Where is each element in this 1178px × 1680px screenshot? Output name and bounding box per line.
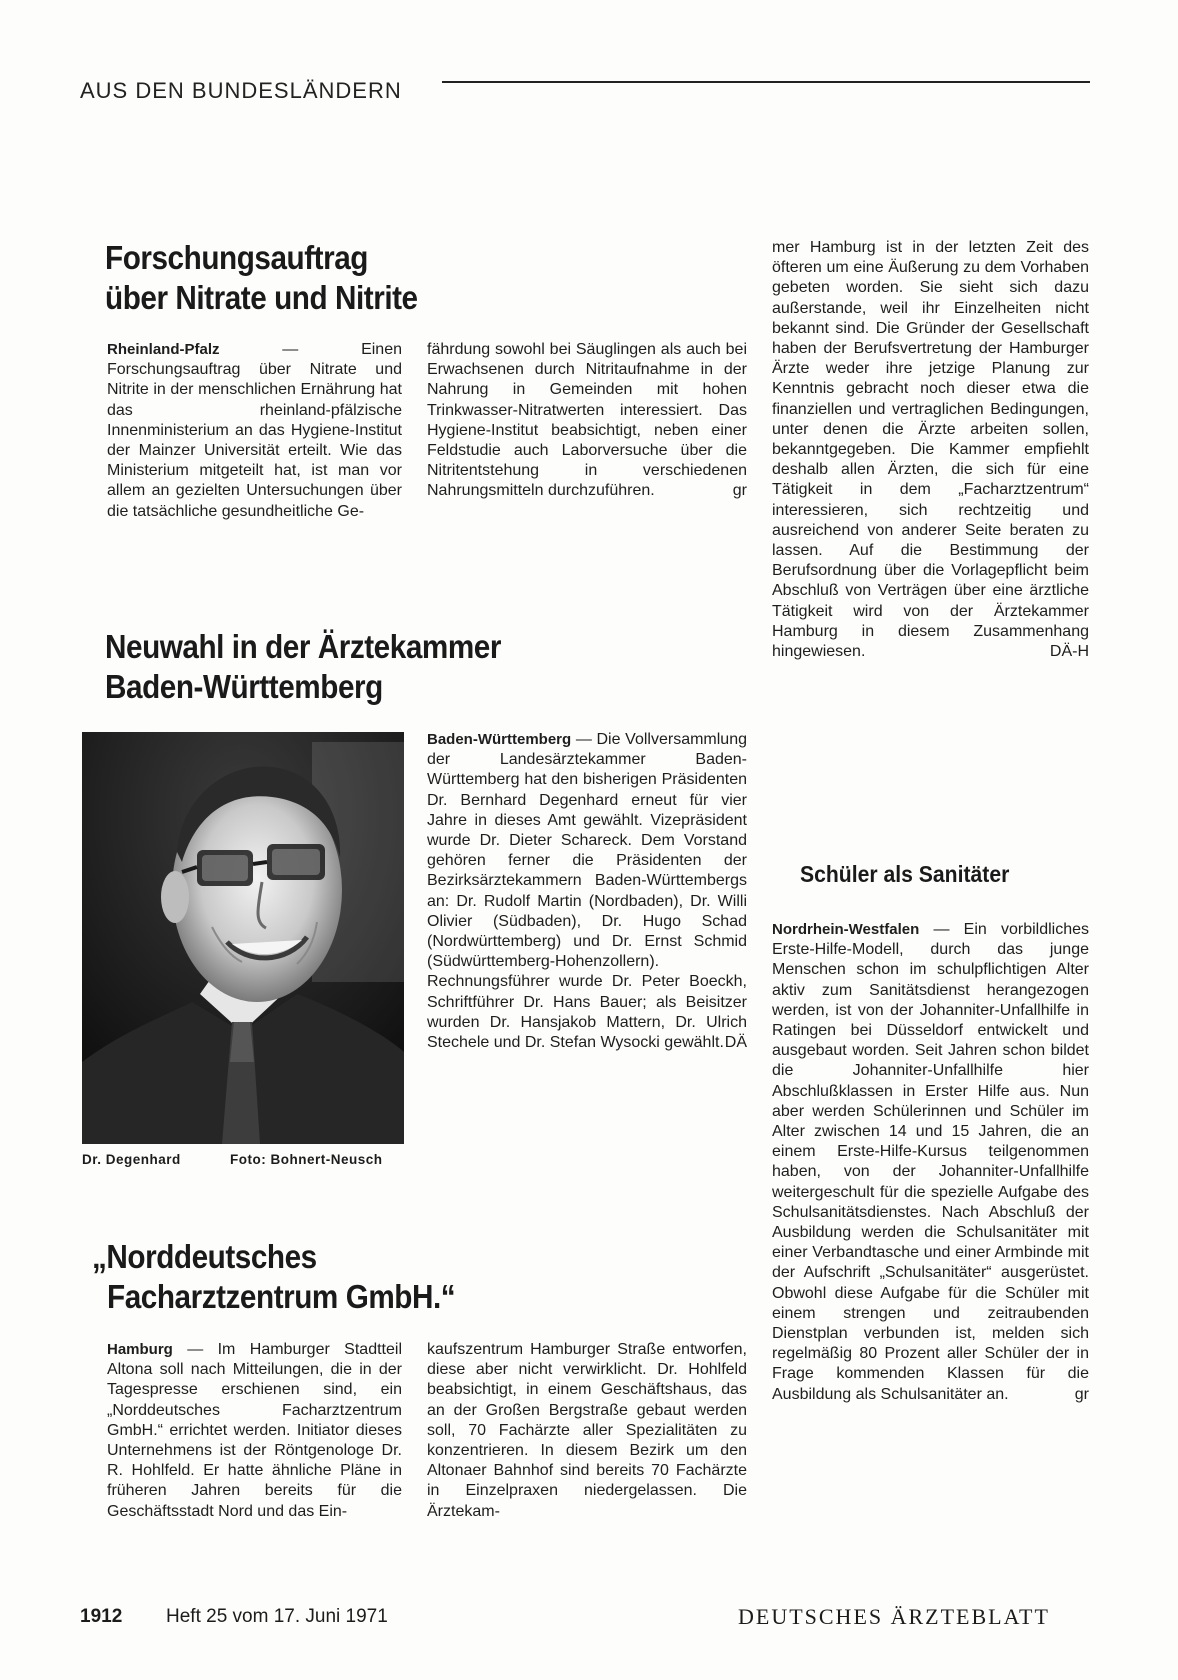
section-label: AUS DEN BUNDESLÄNDERN: [80, 78, 402, 103]
header-rule: [442, 81, 1090, 83]
article1-column-1: [107, 340, 402, 522]
article3-signature: DÄ-H: [1049, 643, 1089, 661]
article4-signature: gr: [1074, 1385, 1089, 1403]
portrait-illustration: [82, 732, 404, 1144]
article2-signature: DÄ: [724, 1034, 747, 1052]
article3-column-2: [427, 1340, 747, 1522]
magazine-name: DEUTSCHES ÄRZTEBLATT: [738, 1604, 1050, 1629]
article1-column-2: [427, 340, 747, 502]
article3-col3-text: mer Hamburg ist in der letzten Zeit des öfteren um eine Äußerung zu dem Vorhaben gebeten worden. Sie sieht sich dazu außerstande, weil ihr Einzelheiten nicht bekannt sind. Die Gründer der Gesellschaft haben der Berufsvertretung der Hamburger Ärzte weder ihre jetzige Planung zur Kenntnis gebracht noch dieser etwa die finanziellen und vertraglichen Bedingungen, unter denen die Ärzte arbeiten sollen, bekanntgegeben. Die Kammer empfiehlt deshalb allen Ärzten, die sich für eine Tätigkeit in dem „Facharztzentrum“ interessieren, sich rechtzeitig und ausreichend von anderer Seite beraten zu lassen. Auf die Bestimmung der Berufsordnung über die Vorlagepflicht beim Abschluß von Verträgen über eine ärztliche Tätigkeit wird von der Ärztekammer Hamburg in diesem Zusammenhang hingewiesen.: [772, 239, 1089, 661]
article1-signature: gr: [732, 482, 747, 500]
article4-body-text: — Ein vorbildliches Erste-Hilfe-Modell, durch das junge Menschen schon im schulpflichtigen Alter aktiv zum Sanitätsdienst herangezogen werden, ist von der Johanniter-Unfallhilfe in Ratingen bei Düsseldorf entwickelt und ausgebaut worden. Seit Jahren schon bildet die Johanniter-Unfallhilfe hier Abschlußklassen in Erster Hilfe aus. Nun aber werden Schülerinnen und Schüler im Alter zwischen 14 und 15 Jahren, die an einem Erste-Hilfe-Kursus teilgenommen haben, von der Johanniter-Unfallhilfe weitergeschult für die spezielle Aufgabe des Schulsanitätsdienstes. Nach Abschluß der Ausbildung werden die Schulsanitäter mit einer Verbandtasche und einer Armbinde mit der Aufschrift „Schulsanitäter“ ausgerüstet. Obwohl diese Aufgabe für die Schüler mit einem strengen und zeitraubenden Dienstplan verbunden ist, melden sich regelmäßig 80 Prozent aller Schüler der in Frage kommenden Klassen für die Ausbildung als Schulsanitäter an.: [772, 921, 1089, 1403]
page-number: 1912: [80, 1606, 123, 1627]
article3-title-line1: „Norddeutsches: [92, 1238, 317, 1275]
article2-body: [427, 730, 747, 1053]
article2-title-line2: Baden-Württemberg: [105, 668, 383, 705]
article3-place: Hamburg: [107, 1341, 173, 1358]
issue-info: Heft 25 vom 17. Juni 1971: [166, 1606, 388, 1627]
photo-caption-credit: Foto: Bohnert-Neusch: [230, 1152, 383, 1167]
article2-place: Baden-Württemberg: [427, 731, 572, 748]
article2-body-text: — Die Vollversammlung der Landesärztekammer Baden-Württemberg hat den bisherigen Präsidenten Dr. Bernhard Degenhard erneut für vier Jahre in dieses Amt gewählt. Vizepräsident wurde Dr. Dieter Schareck. Dem Vorstand gehören ferner die Präsidenten der Bezirksärztekammern Baden-Württembergs an: Dr. Rudolf Martin (Nordbaden), Dr. Willi Olivier (Südbaden), Dr. Hugo Schad (Nordwürttemberg) und Dr. Ernst Schmid (Südwürttemberg-Hohenzollern). Rechnungsführer wurde Dr. Peter Boeckh, Schriftführer Dr. Hans Bauer; als Beisitzer wurden Dr. Hansjakob Mattern, Dr. Ulrich Stechele und Dr. Stefan Wysocki gewählt.: [427, 731, 747, 1052]
article1-col1-text: — Einen Forschungsauftrag über Nitrate und Nitrite in der menschlichen Ernährung hat das rheinland-pfälzische Innenministerium an das Hygiene-Institut der Mainzer Universität erteilt. Wie das Ministerium mitgeteilt hat, ist man vor allem an gezielten Untersuchungen über die tatsächliche gesundheitliche Ge-: [107, 341, 402, 520]
article3-column-3: [772, 238, 1089, 662]
article2-title-line1: Neuwahl in der Ärztekammer: [105, 628, 501, 665]
article4-title: Schüler als Sanitäter: [800, 861, 1010, 887]
article4-body: [772, 920, 1089, 1405]
article3-title-line2: Facharztzentrum GmbH.“: [107, 1278, 456, 1315]
article3-column-1: [107, 1340, 402, 1522]
photo-caption-name: Dr. Degenhard: [82, 1152, 181, 1167]
article3-col2-text: kaufszentrum Hamburger Straße entworfen, diese aber nicht verwirklicht. Dr. Hohlfeld beabsichtigt, in einem Geschäftshaus, das an der Großen Bergstraße gebaut werden soll, 70 Fachärzte aller Spezialitäten zu konzentrieren. In diesem Bezirk um den Altonaer Bahnhof sind bereits 70 Fachärzte in Einzelpraxen niedergelassen. Die Ärztekam-: [427, 1341, 747, 1520]
article1-title-line2: über Nitrate und Nitrite: [105, 279, 418, 316]
article1-col2-text: fährdung sowohl bei Säuglingen als auch bei Erwachsenen durch Nitritaufnahme in der Nahrung in Gemeinden mit hohen Trinkwasser-Nitratwerten interessiert. Das Hygiene-Institut beabsichtigt, neben einer Feldstudie auch Laborversuche über die Nitritentstehung in verschiedenen Nahrungsmitteln durchzuführen.: [427, 341, 747, 500]
article4-place: Nordrhein-Westfalen: [772, 921, 920, 938]
article3-col1-text: — Im Hamburger Stadtteil Altona soll nach Mitteilungen, die in der Tagespresse erschienen sind, ein „Norddeutsches Facharztzentrum GmbH.“ errichtet werden. Initiator dieses Unternehmens ist der Röntgenologe Dr. R. Hohlfeld. Er hatte ähnliche Pläne in früheren Jahren bereits für die Geschäftsstadt Nord und das Ein-: [107, 1341, 402, 1520]
article1-place: Rheinland-Pfalz: [107, 341, 220, 358]
portrait-photo: [82, 732, 404, 1144]
article1-title-line1: Forschungsauftrag: [105, 239, 368, 276]
